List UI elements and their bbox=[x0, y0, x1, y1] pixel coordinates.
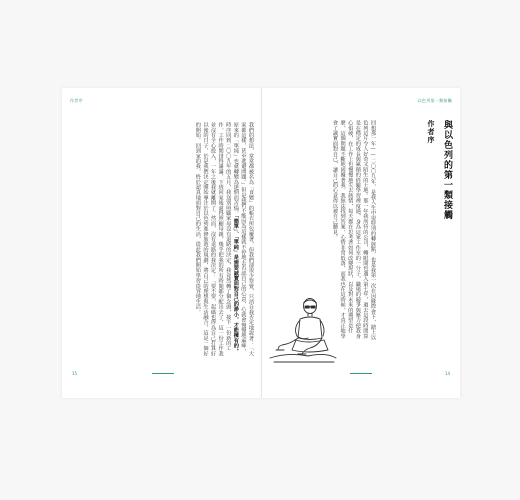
left-page bbox=[62, 88, 262, 398]
chapter-title: 與以色列的第一類接觸 bbox=[442, 120, 452, 220]
body-main: 我們的想法，常常都被名為「食變」的帳衣所包覆著，但我們卻很少察覺，只消自我否定地說著：「大家都這樣，甚至逃避問題。」但是我們不能因為這樣就不停地去否認自己的心意，心就會慢慢地麻痺，原來的「單純」也就轉變為迷惘而苦惱。 bbox=[232, 122, 254, 356]
right-page bbox=[262, 88, 460, 398]
body-text bbox=[78, 122, 254, 358]
running-head: 以色列第一類接觸 bbox=[417, 98, 452, 103]
body-rest: 時序回到二〇〇九年的五月，我送別照顧家母沒有退路的決定，我竟然轉了個念頭，接下一份新的工作。工作時間排得滿滿，下班回家後還得照顧母親，幾乎把我的所有時間都分配出去了，這一份工作我並沒有全心投入，一年之後我就離開了。然而，沒有退路的我決定：「要不要，起碼也得為自己打算好以後的日子，於是我們決定開始專注於以色列進修旅遊的規劃，將自己的理想與生活融合，這是一個好的開始。回到家的我，終於認真地面對自己的生活，從此我們開始學習從容地生活。 bbox=[194, 122, 232, 356]
body-text: 回想那一年——二〇〇九年，是我人生中很特別的轉捩點，也是我第一次在因緣際會下，踏上以色列這片令人好奇又陌生的土地。那一年我所待的公司，轉眼間也邁入第七年，過去這段時間算是在穩定的成長與累積的經驗學習裡度過，身為這家工作室的一分子，職場的競爭與壓力使我身心俱疲，在工作上也慢慢地失去熱情，每天都在思考著如何改變現狀，以及對未來的期望是什麼，這個問題不斷地困擾著我。我無法找到答案，心情非常低落，而我也在這時候，才真正地學會了誠實面對自己，讓自己的心意得以被自己聽見。 bbox=[332, 120, 376, 340]
footer-rule bbox=[152, 373, 174, 374]
page-number: 14 bbox=[444, 371, 450, 376]
preface-label: 作者序 bbox=[427, 120, 436, 144]
page-number: 15 bbox=[72, 371, 78, 376]
footer-rule bbox=[350, 373, 372, 374]
author-illustration bbox=[268, 288, 338, 368]
emphasized-text: 「簡單」、「單純」是需要誠實面對自己的渺小，才能擁有的。 bbox=[232, 215, 239, 354]
running-head: 作者序 bbox=[70, 98, 83, 103]
